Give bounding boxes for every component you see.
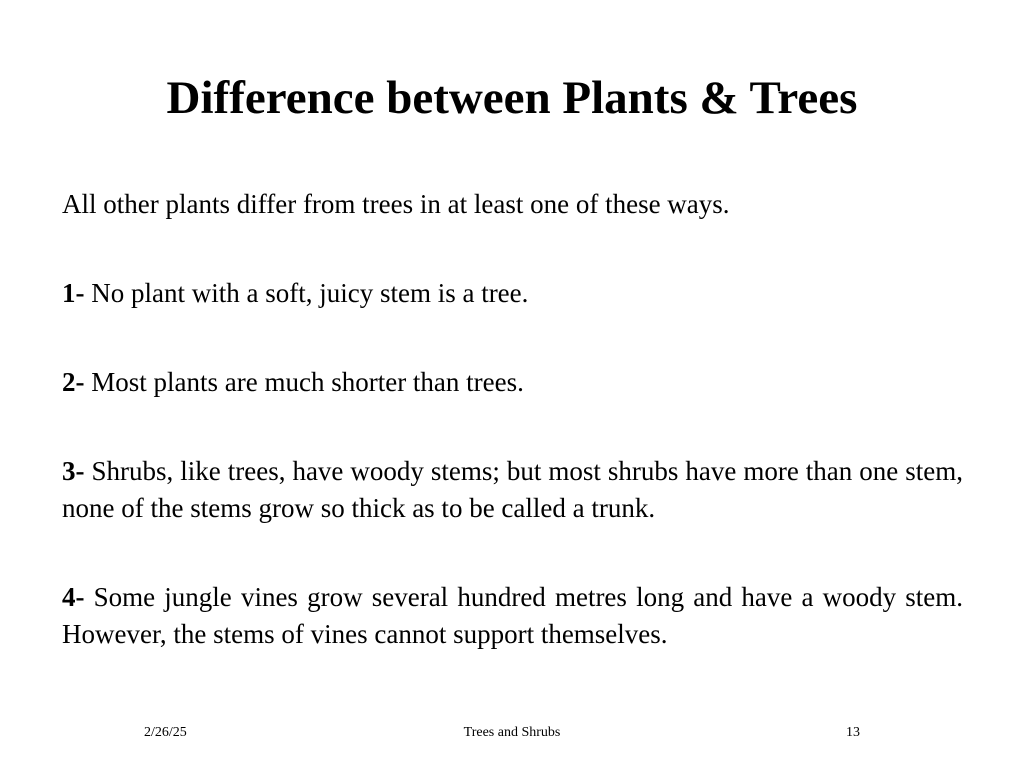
point-text: Most plants are much shorter than trees. — [91, 367, 524, 397]
point-number: 3- — [62, 456, 85, 486]
footer-title: Trees and Shrubs — [463, 725, 561, 740]
point-number: 4- — [62, 582, 85, 612]
point-number: 2- — [62, 367, 85, 397]
point-item-1 — [62, 275, 963, 312]
slide-body — [62, 186, 963, 653]
point-item-2 — [62, 364, 963, 401]
point-item-4 — [62, 579, 963, 653]
footer-page-number: 13 — [846, 725, 860, 740]
point-item-3 — [62, 453, 963, 527]
point-text: Some jungle vines grow several hundred metres long and have a woody stem. However, the stems of vines cannot support themselves. — [62, 582, 964, 649]
point-text: Shrubs, like trees, have woody stems; but most shrubs have more than one stem, none of the stems grow so thick as to be called a trunk. — [62, 456, 963, 523]
point-text: No plant with a soft, juicy stem is a tree. — [91, 278, 529, 308]
footer-date: 2/26/25 — [144, 725, 187, 740]
point-number: 1- — [62, 278, 85, 308]
intro-paragraph — [62, 186, 963, 223]
intro-text: All other plants differ from trees in at least one of these ways. — [62, 189, 730, 219]
slide-title: Difference between Plants & Trees — [166, 72, 858, 124]
